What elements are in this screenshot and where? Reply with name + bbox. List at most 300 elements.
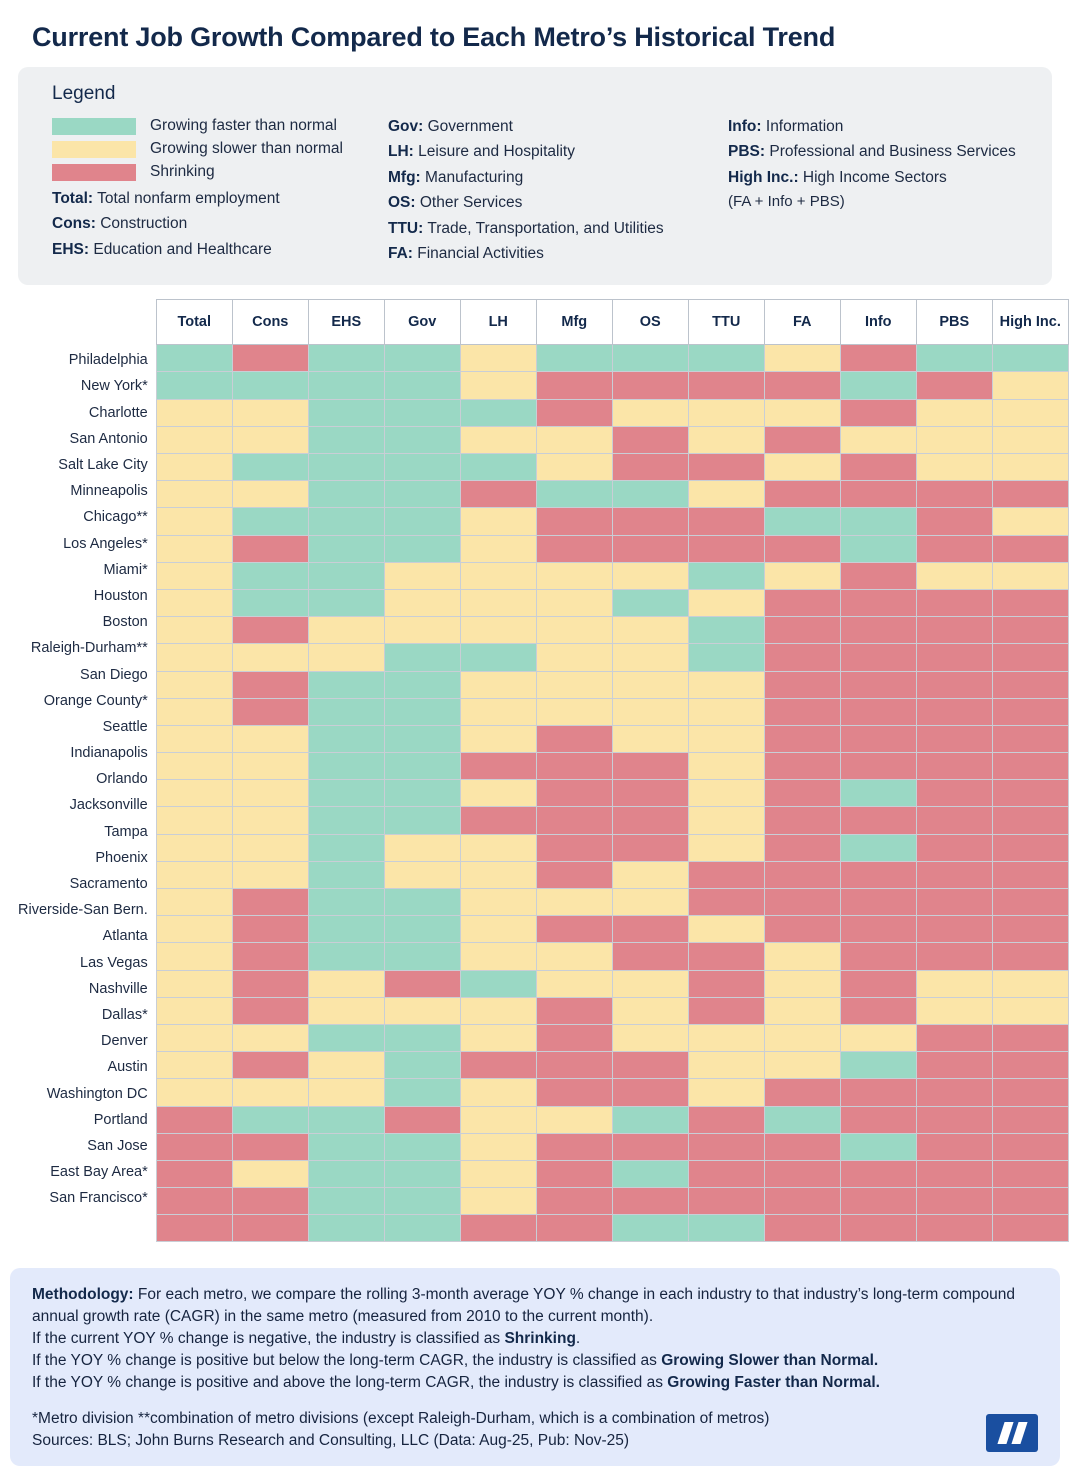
heatmap-cell	[612, 562, 688, 589]
heatmap-cell	[916, 889, 992, 916]
heatmap-cell	[764, 1052, 840, 1079]
heatmap-cell	[992, 889, 1068, 916]
heatmap-cell	[992, 1188, 1068, 1215]
heatmap-cell	[992, 861, 1068, 888]
table-row	[156, 916, 1068, 943]
heatmap-cell	[536, 1160, 612, 1187]
heatmap-cell	[764, 426, 840, 453]
heatmap-cell	[612, 644, 688, 671]
legend-abbr-pbs	[728, 142, 1032, 161]
metro-row-label: Los Angeles*	[63, 535, 148, 552]
heatmap-cell	[156, 1024, 232, 1051]
legend-abbr-mfg-key: Mfg:	[388, 168, 421, 186]
legend-abbr-ehs-text: Education and Healthcare	[89, 240, 272, 258]
heatmap-cell	[384, 508, 460, 535]
heatmap-cell	[384, 916, 460, 943]
heatmap-cell	[840, 698, 916, 725]
methodology-text-3-bold: Growing Slower than Normal.	[661, 1352, 879, 1369]
heatmap-cell	[460, 1160, 536, 1187]
heatmap-cell	[384, 535, 460, 562]
table-row	[156, 671, 1068, 698]
heatmap-cell	[384, 617, 460, 644]
heatmap-cell	[384, 725, 460, 752]
heatmap-cell	[536, 1215, 612, 1242]
table-row	[156, 562, 1068, 589]
heatmap-cell	[384, 399, 460, 426]
heatmap-cell	[460, 943, 536, 970]
heatmap-cell	[612, 916, 688, 943]
heatmap-cell	[308, 943, 384, 970]
heatmap-cell	[384, 889, 460, 916]
methodology-line-1	[32, 1284, 1038, 1328]
heatmap-cell	[384, 1024, 460, 1051]
heatmap-cell	[992, 426, 1068, 453]
heatmap-cell	[232, 780, 308, 807]
heatmap-cell	[308, 861, 384, 888]
heatmap-cell	[764, 372, 840, 399]
heatmap-cell	[764, 1215, 840, 1242]
legend-swatch-fast-label: Growing faster than normal	[150, 117, 337, 134]
metro-row-label: Dallas*	[101, 1006, 148, 1023]
heatmap-cell	[232, 399, 308, 426]
heatmap-cell	[232, 1024, 308, 1051]
heatmap-cell	[308, 1188, 384, 1215]
legend-abbr-highinc-text: High Income Sectors	[798, 168, 947, 186]
heatmap-cell	[460, 426, 536, 453]
heatmap-cell	[840, 508, 916, 535]
heatmap-cell	[156, 1133, 232, 1160]
heatmap-cell	[840, 889, 916, 916]
methodology-footnote: *Metro division **combination of metro divisions (except Raleigh-Durham, which is a combination of metros)	[32, 1410, 770, 1427]
heatmap-cell	[764, 1188, 840, 1215]
heatmap-cell	[764, 997, 840, 1024]
heatmap-cell	[232, 589, 308, 616]
heatmap-cell	[156, 1079, 232, 1106]
heatmap-cell	[916, 1133, 992, 1160]
metro-row-label: Minneapolis	[70, 483, 148, 500]
heatmap-cell	[384, 562, 460, 589]
heatmap-cell	[536, 372, 612, 399]
metro-row-label: Phoenix	[95, 849, 148, 866]
legend-abbr-fa-key: FA:	[388, 244, 413, 262]
heatmap-cell	[536, 426, 612, 453]
legend-abbr-ttu-key: TTU:	[388, 219, 424, 237]
heatmap-cell	[916, 671, 992, 698]
heatmap-cell	[612, 1215, 688, 1242]
heatmap-cell	[916, 399, 992, 426]
heatmap-cell	[536, 535, 612, 562]
heatmap-cell	[612, 889, 688, 916]
heatmap-cell	[536, 889, 612, 916]
metro-row-label: Houston	[93, 587, 148, 604]
heatmap-cell	[764, 1106, 840, 1133]
heatmap-cell	[384, 454, 460, 481]
heatmap-cell	[232, 807, 308, 834]
heatmap-cell	[308, 454, 384, 481]
heatmap-cell	[916, 1024, 992, 1051]
heatmap-cell	[156, 997, 232, 1024]
heatmap-cell	[992, 834, 1068, 861]
heatmap-cell	[612, 617, 688, 644]
heatmap-cell	[764, 481, 840, 508]
heatmap-cell	[916, 1188, 992, 1215]
legend-swatch-slow-icon	[52, 141, 136, 158]
heatmap-cell	[612, 508, 688, 535]
heatmap-cell	[612, 671, 688, 698]
heatmap-cell	[156, 399, 232, 426]
heatmap-cell	[384, 671, 460, 698]
heatmap-cell	[156, 780, 232, 807]
heatmap-cell	[156, 916, 232, 943]
heatmap-cell	[308, 481, 384, 508]
metro-row-label: New York*	[80, 378, 148, 395]
heatmap-cell	[688, 481, 764, 508]
heatmap-cell	[916, 617, 992, 644]
methodology-text-2-pre: If the current YOY % change is negative, the industry is classified as	[32, 1330, 505, 1347]
heatmap-cell	[156, 1160, 232, 1187]
heatmap-col-header: Total	[156, 300, 232, 345]
metro-row-label: Chicago**	[83, 509, 148, 526]
heatmap-cell	[156, 861, 232, 888]
heatmap-cell	[992, 372, 1068, 399]
heatmap-cell	[536, 562, 612, 589]
heatmap-cell	[460, 861, 536, 888]
heatmap-cell	[308, 698, 384, 725]
table-row	[156, 1106, 1068, 1133]
heatmap-cell	[384, 1079, 460, 1106]
heatmap-cell	[764, 916, 840, 943]
heatmap-cell	[384, 970, 460, 997]
heatmap-cell	[840, 1106, 916, 1133]
heatmap-cell	[308, 834, 384, 861]
heatmap-cell	[308, 1133, 384, 1160]
heatmap-cell	[840, 780, 916, 807]
heatmap-cell	[840, 535, 916, 562]
heatmap-cell	[460, 644, 536, 671]
heatmap-cell	[916, 372, 992, 399]
legend-heading: Legend	[52, 83, 116, 104]
table-row	[156, 780, 1068, 807]
table-row	[156, 970, 1068, 997]
heatmap-cell	[840, 481, 916, 508]
heatmap-cell	[840, 426, 916, 453]
heatmap-cell	[688, 644, 764, 671]
heatmap-cell	[156, 698, 232, 725]
heatmap-cell	[460, 454, 536, 481]
heatmap-cell	[612, 725, 688, 752]
heatmap-cell	[536, 698, 612, 725]
heatmap-cell	[764, 861, 840, 888]
heatmap-cell	[232, 889, 308, 916]
metro-row-label: Miami*	[103, 561, 148, 578]
heatmap-cell	[460, 671, 536, 698]
heatmap-cell	[916, 1106, 992, 1133]
metro-row-label: Orange County*	[43, 692, 148, 709]
heatmap-cell	[156, 345, 232, 372]
heatmap-cell	[460, 780, 536, 807]
heatmap-cell	[536, 644, 612, 671]
metro-row-label: Sacramento	[69, 876, 148, 892]
heatmap-cell	[232, 916, 308, 943]
heatmap-cell	[536, 589, 612, 616]
heatmap-cell	[612, 454, 688, 481]
heatmap-cell	[460, 698, 536, 725]
heatmap-cell	[536, 807, 612, 834]
heatmap-cell	[536, 861, 612, 888]
table-row	[156, 454, 1068, 481]
heatmap-cell	[840, 562, 916, 589]
heatmap-cell	[308, 916, 384, 943]
heatmap-cell	[156, 372, 232, 399]
table-row	[156, 997, 1068, 1024]
heatmap-cell	[916, 916, 992, 943]
table-row	[156, 617, 1068, 644]
heatmap-cell	[764, 834, 840, 861]
heatmap-cell	[536, 454, 612, 481]
heatmap-cell	[764, 589, 840, 616]
legend-abbr-lh	[388, 142, 728, 161]
methodology-line-2	[32, 1328, 1038, 1350]
heatmap-cell	[916, 970, 992, 997]
heatmap-cell	[612, 1188, 688, 1215]
heatmap-cell	[612, 535, 688, 562]
legend-abbr-cons-text: Construction	[95, 215, 188, 233]
heatmap-table	[156, 299, 1069, 1242]
table-row	[156, 1133, 1068, 1160]
methodology-text-3-pre: If the YOY % change is positive but below the long-term CAGR, the industry is classified as	[32, 1352, 662, 1369]
heatmap-cell	[460, 345, 536, 372]
heatmap-cell	[916, 1160, 992, 1187]
heatmap-cell	[688, 807, 764, 834]
heatmap-cell	[992, 698, 1068, 725]
table-row	[156, 1160, 1068, 1187]
heatmap-cell	[764, 671, 840, 698]
heatmap-cell	[612, 807, 688, 834]
legend-abbr-total	[52, 189, 388, 208]
table-row	[156, 1215, 1068, 1242]
heatmap-cell	[536, 834, 612, 861]
heatmap-cell	[688, 508, 764, 535]
heatmap-cell	[764, 1079, 840, 1106]
heatmap-cell	[156, 889, 232, 916]
heatmap-matrix	[18, 299, 1061, 1242]
heatmap-cell	[916, 345, 992, 372]
heatmap-cell	[916, 589, 992, 616]
heatmap-cell	[156, 535, 232, 562]
heatmap-cell	[384, 372, 460, 399]
heatmap-cell	[384, 644, 460, 671]
heatmap-cell	[992, 1133, 1068, 1160]
table-row	[156, 1188, 1068, 1215]
legend-abbr-gov-text: Government	[423, 118, 513, 135]
heatmap-cell	[688, 562, 764, 589]
heatmap-cell	[536, 916, 612, 943]
heatmap-cell	[232, 725, 308, 752]
table-row	[156, 345, 1068, 372]
heatmap-cell	[232, 1160, 308, 1187]
heatmap-cell	[460, 753, 536, 780]
heatmap-cell	[232, 372, 308, 399]
methodology-text-1: For each metro, we compare the rolling 3-month average YOY % change in each industry to that industry’s long-term compound annual growth rate (CAGR) in the same metro (measured from 2010 to the current month).	[32, 1286, 1015, 1325]
heatmap-cell	[536, 345, 612, 372]
heatmap-cell	[992, 916, 1068, 943]
heatmap-cell	[308, 644, 384, 671]
heatmap-cell	[840, 1079, 916, 1106]
heatmap-cell	[992, 644, 1068, 671]
heatmap-cell	[992, 1024, 1068, 1051]
heatmap-cell	[764, 970, 840, 997]
legend-abbr-cons-key: Cons:	[52, 215, 96, 233]
table-row	[156, 861, 1068, 888]
page-title: Current Job Growth Compared to Each Metro’s Historical Trend	[32, 22, 836, 52]
heatmap-cell	[840, 1052, 916, 1079]
methodology-text-2-bold: Shrinking	[504, 1330, 576, 1347]
heatmap-cell	[232, 997, 308, 1024]
heatmap-cell	[384, 345, 460, 372]
legend-abbr-os-key: OS:	[388, 194, 416, 212]
heatmap-cell	[840, 943, 916, 970]
heatmap-cell	[840, 997, 916, 1024]
heatmap-cell	[308, 1106, 384, 1133]
metro-row-label: Jacksonville	[69, 797, 148, 814]
heatmap-cell	[308, 589, 384, 616]
metro-row-label: Atlanta	[102, 928, 148, 945]
legend-abbr-total-text: Total nonfarm employment	[93, 190, 280, 207]
metro-row-labels	[18, 299, 156, 1242]
heatmap-cell	[384, 589, 460, 616]
heatmap-cell	[308, 1215, 384, 1242]
heatmap-cell	[232, 698, 308, 725]
heatmap-cell	[992, 997, 1068, 1024]
heatmap-cell	[840, 807, 916, 834]
heatmap-cell	[992, 345, 1068, 372]
heatmap-cell	[536, 1079, 612, 1106]
legend-abbr-fa-text: Financial Activities	[412, 244, 544, 262]
heatmap-cell	[232, 753, 308, 780]
heatmap-cell	[840, 1215, 916, 1242]
heatmap-cell	[384, 1106, 460, 1133]
legend-column-abbr-2	[388, 117, 728, 269]
heatmap-cell	[992, 589, 1068, 616]
legend-swatch-row-shrink	[52, 163, 388, 181]
heatmap-cell	[688, 372, 764, 399]
heatmap-cell	[308, 997, 384, 1024]
heatmap-cell	[536, 1133, 612, 1160]
heatmap-cell	[688, 943, 764, 970]
heatmap-cell	[992, 1160, 1068, 1187]
heatmap-cell	[916, 861, 992, 888]
metro-row-label: Philadelphia	[68, 352, 148, 369]
legend-abbr-lh-key: LH:	[388, 143, 414, 161]
heatmap-cell	[764, 345, 840, 372]
heatmap-cell	[764, 780, 840, 807]
heatmap-cell	[688, 780, 764, 807]
heatmap-cell	[308, 1160, 384, 1187]
heatmap-cell	[764, 807, 840, 834]
heatmap-cell	[688, 1024, 764, 1051]
heatmap-cell	[308, 426, 384, 453]
legend-abbr-highinc	[728, 168, 1032, 187]
legend-swatch-shrink-label: Shrinking	[150, 163, 215, 180]
legend-abbr-os-text: Other Services	[415, 194, 523, 212]
heatmap-cell	[308, 753, 384, 780]
heatmap-cell	[764, 1133, 840, 1160]
heatmap-cell	[384, 1133, 460, 1160]
heatmap-cell	[536, 481, 612, 508]
heatmap-cell	[232, 644, 308, 671]
heatmap-cell	[156, 943, 232, 970]
heatmap-cell	[992, 1106, 1068, 1133]
heatmap-cell	[840, 1188, 916, 1215]
heatmap-cell	[688, 861, 764, 888]
heatmap-cell	[992, 1215, 1068, 1242]
heatmap-cell	[460, 1215, 536, 1242]
heatmap-cell	[688, 725, 764, 752]
heatmap-cell	[612, 834, 688, 861]
heatmap-cell	[916, 535, 992, 562]
heatmap-cell	[384, 834, 460, 861]
heatmap-cell	[612, 345, 688, 372]
methodology-text-4-pre: If the YOY % change is positive and above the long-term CAGR, the industry is classified as	[32, 1374, 668, 1391]
heatmap-cell	[308, 1052, 384, 1079]
heatmap-cell	[688, 916, 764, 943]
heatmap-cell	[840, 1160, 916, 1187]
heatmap-cell	[536, 943, 612, 970]
heatmap-cell	[384, 943, 460, 970]
methodology-line-3	[32, 1350, 1038, 1372]
heatmap-cell	[156, 1106, 232, 1133]
heatmap-cell	[308, 617, 384, 644]
legend-abbr-mfg	[388, 168, 728, 187]
heatmap-cell	[688, 1106, 764, 1133]
heatmap-cell	[612, 1024, 688, 1051]
metro-row-label: Las Vegas	[80, 954, 148, 971]
heatmap-col-header: FA	[764, 300, 840, 345]
heatmap-cell	[384, 997, 460, 1024]
heatmap-cell	[992, 399, 1068, 426]
heatmap-cell	[916, 997, 992, 1024]
table-row	[156, 698, 1068, 725]
heatmap-cell	[384, 1052, 460, 1079]
heatmap-cell	[688, 1215, 764, 1242]
heatmap-cell	[308, 345, 384, 372]
heatmap-cell	[232, 617, 308, 644]
table-row	[156, 399, 1068, 426]
metro-row-label: Nashville	[88, 980, 148, 997]
heatmap-cell	[688, 889, 764, 916]
heatmap-cell	[764, 508, 840, 535]
heatmap-cell	[840, 589, 916, 616]
legend-abbr-info	[728, 117, 1032, 136]
heatmap-col-header: TTU	[688, 300, 764, 345]
heatmap-cell	[612, 943, 688, 970]
legend-highinc-note: (FA + Info + PBS)	[728, 193, 845, 211]
heatmap-cell	[536, 997, 612, 1024]
heatmap-cell	[460, 1024, 536, 1051]
heatmap-cell	[232, 1133, 308, 1160]
heatmap-cell	[764, 562, 840, 589]
heatmap-cell	[992, 780, 1068, 807]
legend-swatch-row-slow	[52, 140, 388, 158]
heatmap-cell	[992, 1052, 1068, 1079]
table-row	[156, 834, 1068, 861]
heatmap-cell	[612, 1160, 688, 1187]
heatmap-cell	[840, 916, 916, 943]
heatmap-col-header: High Inc.	[992, 300, 1068, 345]
legend-abbr-mfg-text: Manufacturing	[420, 168, 524, 186]
heatmap-cell	[232, 454, 308, 481]
heatmap-cell	[688, 535, 764, 562]
